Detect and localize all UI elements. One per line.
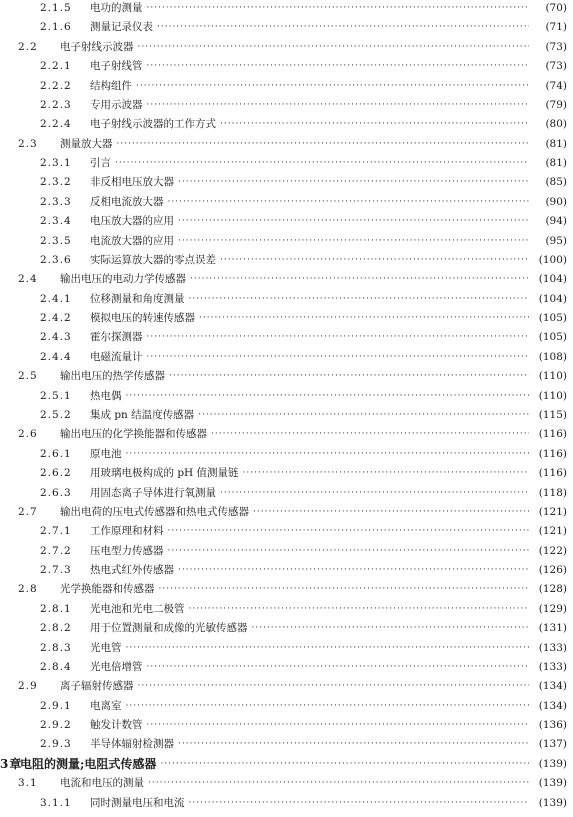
toc-entry-number: 2.1.5 [40,2,72,14]
toc-entry[interactable] [40,601,567,617]
toc-leader-dots [199,310,529,326]
toc-entry[interactable] [40,233,567,249]
toc-entry-number: 2.7.2 [40,544,72,557]
toc-entry-title: 光学换能器和传感器 [60,583,155,596]
toc-entry[interactable] [40,252,567,268]
toc-entry-title: 实际运算放大器的零点误差 [90,253,216,266]
toc-entry-page: (116) [538,428,567,441]
toc-leader-dots [190,271,529,287]
toc-entry-page: (104) [538,273,567,286]
toc-entry-title: 电阻的测量;电阻式传感器 [20,756,157,771]
toc-entry[interactable] [40,155,567,171]
toc-entry-number: 2.3.2 [40,176,72,189]
toc-leader-dots [253,504,529,520]
toc-leader-dots [178,562,529,578]
toc-entry-page: (81) [545,137,567,150]
toc-leader-dots [138,678,530,694]
toc-entry-title: 输出电压的热学传感器 [60,370,165,383]
toc-entry-title: 用固态离子导体进行氧测量 [90,486,216,499]
toc-entry[interactable] [40,562,567,578]
toc-leader-dots [147,717,530,733]
toc-entry-page: (81) [545,157,567,170]
toc-entry-number: 2.7.1 [40,525,72,538]
toc-entry-number: 2.3 [18,137,38,150]
toc-entry-title: 测量放大器 [60,137,113,150]
toc-entry-number: 2.4 [18,273,38,286]
toc-leader-dots [159,581,530,597]
toc-leader-dots [138,39,530,55]
toc-entry[interactable] [18,136,567,152]
toc-leader-dots [126,640,530,656]
toc-entry[interactable] [40,717,567,733]
toc-entry-number: 2.6 [18,428,38,441]
toc-entry[interactable] [40,523,567,539]
toc-leader-dots [252,620,530,636]
toc-leader-dots [147,659,530,675]
toc-entry-title: 电离室 [90,699,122,712]
toc-entry[interactable] [40,620,567,636]
toc-entry-page: (95) [545,234,567,247]
toc-entry[interactable] [40,485,567,501]
toc-entry-number: 2.4.4 [40,350,72,363]
toc-entry-title: 光电倍增管 [90,660,143,673]
toc-entry-number: 2.6.2 [40,467,72,480]
toc-entry[interactable] [40,795,567,811]
toc-entry-number: 2.9.1 [40,699,72,712]
toc-entry-number: 2.9 [18,680,38,693]
toc-entry-number: 2.3.5 [40,234,72,247]
toc-entry-title: 位移测量和角度测量 [90,292,185,305]
toc-leader-dots [126,698,530,714]
toc-entry-number: 2.2.3 [40,98,72,111]
toc-entry-number: 2.4.2 [40,312,72,325]
toc-entry-page: (104) [538,292,567,305]
toc-entry[interactable] [18,271,567,287]
toc-entry[interactable] [40,174,567,190]
toc-entry-number: 2.2.1 [40,60,72,73]
toc-entry[interactable] [40,465,567,481]
toc-entry[interactable] [40,349,567,365]
toc-entry-title: 电子射线示波器 [60,40,134,53]
toc-entry-number: 2.8.3 [40,641,72,654]
toc-entry[interactable] [40,698,567,714]
toc-entry-page: (73) [545,40,567,53]
toc-entry-page: (110) [538,389,567,402]
toc-entry[interactable] [0,756,567,772]
toc-entry-title: 电磁流量计 [90,350,143,363]
toc-entry-title: 模拟电压的转速传感器 [90,312,195,325]
toc-entry-page: (122) [538,544,567,557]
toc-entry-page: (121) [538,505,567,518]
toc-leader-dots [178,233,529,249]
toc-entry-title: 光电管 [90,641,122,654]
toc-entry-title: 输出电压的化学换能器和传感器 [60,428,207,441]
toc-entry[interactable] [40,407,567,423]
toc-leader-dots [220,485,529,501]
toc-entry[interactable] [18,581,567,597]
toc-leader-dots [189,291,530,307]
toc-entry[interactable] [40,19,567,35]
toc-leader-dots [160,756,529,772]
toc-leader-dots [220,252,529,268]
toc-entry[interactable] [40,640,567,656]
toc-leader-dots [147,58,530,74]
toc-entry-page: (128) [538,583,567,596]
toc-entry-page: (70) [545,2,567,14]
toc-leader-dots [169,368,529,384]
toc-entry-number: 3.1 [18,777,38,790]
toc-entry-page: (118) [538,486,567,499]
toc-entry-title: 霍尔探测器 [90,331,143,344]
toc-entry-page: (100) [538,253,567,266]
toc-entry-page: (71) [545,21,567,34]
toc-entry-number: 2.4.1 [40,292,72,305]
toc-entry-page: (126) [538,564,567,577]
toc-entry-page: (116) [538,467,567,480]
toc-entry-page: (134) [538,699,567,712]
toc-leader-dots [147,349,530,365]
toc-entry-page: (121) [538,525,567,538]
toc-entry[interactable] [40,388,567,404]
toc-entry-title: 电功的测量 [90,2,143,14]
toc-leader-dots [189,795,530,811]
toc-entry[interactable] [18,368,567,384]
toc-entry-page: (116) [538,447,567,460]
toc-entry-title: 热电式红外传感器 [90,564,174,577]
toc-entry-page: (137) [538,738,567,751]
toc-entry-page: (133) [538,641,567,654]
toc-entry-title: 电子射线管 [90,60,143,73]
toc-entry-number: 2.8.4 [40,660,72,673]
toc-entry-page: (139) [538,796,567,809]
toc-entry-number: 2.9.2 [40,719,72,732]
toc-entry[interactable] [40,78,567,94]
toc-entry-title: 反相电流放大器 [90,195,164,208]
toc-entry-title: 集成 pn 结温度传感器 [90,408,195,421]
toc-entry[interactable] [18,426,567,442]
toc-leader-dots [189,601,530,617]
toc-entry-title: 引言 [90,157,111,170]
toc-entry-title: 原电池 [90,447,122,460]
toc-entry[interactable] [18,504,567,520]
toc-leader-dots [220,116,529,132]
toc-entry[interactable] [18,39,567,55]
toc-entry-number: 2.2.2 [40,79,72,92]
toc-entry-page: (105) [538,312,567,325]
toc-leader-dots [243,465,529,481]
toc-entry-number: 2.2 [18,40,38,53]
toc-entry-number: 2.7 [18,505,38,518]
toc-entry[interactable] [40,543,567,559]
toc-entry[interactable] [40,310,567,326]
toc-leader-dots [157,19,529,35]
toc-leader-dots [178,213,529,229]
toc-entry-title: 工作原理和材料 [90,525,164,538]
toc-entry-number: 2.3.4 [40,215,72,228]
toc-entry[interactable] [40,329,567,345]
toc-leader-dots [168,523,530,539]
toc-leader-dots [178,174,529,190]
toc-entry-title: 电压放大器的应用 [90,215,174,228]
toc-entry[interactable] [40,116,567,132]
toc-entry[interactable] [40,736,567,752]
toc-leader-dots [117,136,530,152]
toc-entry[interactable] [40,194,567,210]
toc-entry-page: (139) [538,777,567,790]
toc-entry[interactable] [40,0,567,16]
toc-leader-dots [115,155,529,171]
toc-entry-page: (85) [545,176,567,189]
toc-entry-number: 2.3.3 [40,195,72,208]
toc-entry-title: 电流和电压的测量 [60,777,144,790]
toc-entry-number: 3.1.1 [40,796,72,809]
toc-leader-dots [168,194,530,210]
toc-entry-page: (108) [538,350,567,363]
toc-entry[interactable] [18,775,567,791]
toc-entry-number: 2.1.6 [40,21,72,34]
toc-leader-dots [211,426,529,442]
toc-entry-number: 2.8 [18,583,38,596]
toc-entry-title: 热电偶 [90,389,122,402]
toc-entry-title: 用于位置测量和成像的光敏传感器 [90,622,248,635]
toc-entry-page: (80) [545,118,567,131]
toc-entry-page: (129) [538,602,567,615]
toc-entry-number: 2.3.1 [40,157,72,170]
toc-entry-number: 2.4.3 [40,331,72,344]
toc-entry-page: (110) [538,370,567,383]
toc-entry-number: 2.7.3 [40,564,72,577]
toc-entry[interactable] [18,678,567,694]
toc-entry-number: 2.2.4 [40,118,72,131]
toc-entry-title: 电流放大器的应用 [90,234,174,247]
toc-entry-number: 2.3.6 [40,253,72,266]
toc-entry-title: 专用示波器 [90,98,143,111]
toc-entry-number: 2.8.2 [40,622,72,635]
toc-entry-title: 压电型力传感器 [90,544,164,557]
toc-entry-page: (131) [538,622,567,635]
toc-entry-page: (105) [538,331,567,344]
toc-leader-dots [147,329,530,345]
toc-entry-number: 2.5.1 [40,389,72,402]
toc-entry-title: 输出电压的电动力学传感器 [60,273,186,286]
toc-leader-dots [198,407,529,423]
toc-leader-dots [178,736,529,752]
toc-leader-dots [126,446,530,462]
toc-entry-title: 电子射线示波器的工作方式 [90,118,216,131]
toc-entry-title: 离子辐射传感器 [60,680,134,693]
toc-entry[interactable] [40,58,567,74]
toc-entry[interactable] [40,446,567,462]
toc-entry-number: 3章 [0,756,23,771]
toc-entry-title: 同时测量电压和电流 [90,796,185,809]
toc-leader-dots [147,0,530,16]
toc-entry-page: (134) [538,680,567,693]
toc-leader-dots [147,97,530,113]
toc-entry-title: 结构组件 [90,79,132,92]
toc-entry[interactable] [40,659,567,675]
toc-entry-number: 2.8.1 [40,602,72,615]
toc-entry-title: 测量记录仪表 [90,21,153,34]
toc-entry-page: (136) [538,719,567,732]
toc-entry-title: 半导体辐射检测器 [90,738,174,751]
toc-entry-title: 触发计数管 [90,719,143,732]
toc-leader-dots [136,78,529,94]
toc-entry-number: 2.5.2 [40,408,72,421]
toc-entry[interactable] [40,291,567,307]
toc-leader-dots [126,388,530,404]
toc-leader-dots [168,543,530,559]
toc-leader-dots [148,775,529,791]
toc-entry-page: (73) [545,60,567,73]
toc-entry[interactable] [40,97,567,113]
toc-entry-page: (90) [545,195,567,208]
toc-entry-number: 2.6.3 [40,486,72,499]
toc-entry[interactable] [40,213,567,229]
toc-entry-number: 2.6.1 [40,447,72,460]
toc-entry-page: (94) [545,215,567,228]
toc-entry-page: (133) [538,660,567,673]
toc-entry-page: (115) [538,408,567,421]
toc-entry-title: 用玻璃电极构成的 pH 值测量链 [90,467,239,480]
toc-entry-title: 光电池和光电二极管 [90,602,185,615]
toc-entry-page: (139) [538,757,567,770]
toc-entry-number: 2.9.3 [40,738,72,751]
toc-entry-page: (79) [545,98,567,111]
toc-entry-page: (74) [545,79,567,92]
toc-entry-number: 2.5 [18,370,38,383]
toc-entry-title: 非反相电压放大器 [90,176,174,189]
toc-entry-title: 输出电荷的压电式传感器和热电式传感器 [60,505,249,518]
